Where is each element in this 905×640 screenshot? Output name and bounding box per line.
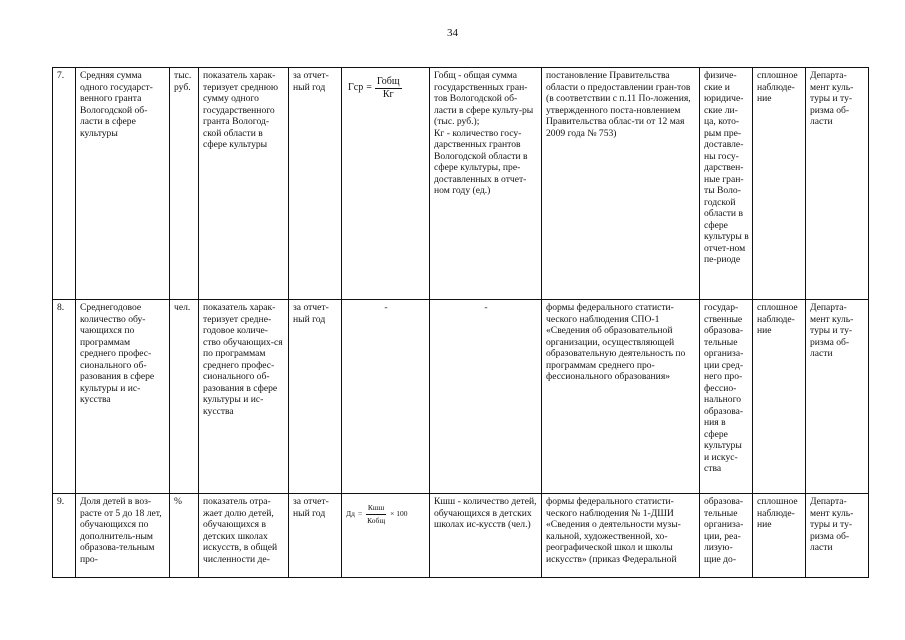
formula-lhs: Дд	[346, 509, 355, 519]
variables: Гобщ - общая сумма государственных гран-тов Вологодской об-ласти в сфере культу-ры (тыс. руб.); Кг - количество госу-дарственных грантов Вологодской области в сфере культуры, пре-доставленных в отчет-ном году (ед.)	[430, 68, 542, 300]
row-number: 8.	[53, 300, 76, 494]
formula	[348, 76, 426, 100]
unit: чел.	[170, 300, 199, 494]
period: за отчет-ный год	[289, 68, 342, 300]
indicators-table	[52, 67, 869, 578]
unit: %	[170, 494, 199, 578]
definition: показатель харак-теризует среднюю сумму одного государственного гранта Вологод-ской области в сфере культуры	[199, 68, 289, 300]
formula-eq: =	[366, 82, 372, 94]
definition: показатель отра-жает долю детей, обучающихся в детских школах искусств, в общей численности де-	[199, 494, 289, 578]
responsible: Департа-мент куль-туры и ту-ризма об-ласти	[806, 494, 869, 578]
formula-lhs: Гср	[348, 82, 364, 94]
source: формы федерального статисти-ческого наблюдения СПО-1 «Сведения об образовательной организации, осуществляющей образовательную деятельность по программам среднего про-фессионального образования»	[542, 300, 700, 494]
method: сплошное наблюде-ние	[753, 68, 806, 300]
source: постановление Правительства области о предоставлении гран-тов (в соответствии с п.11 По-ложения, утвержденного поста-новлением Правительства облас-ти от 12 мая 2009 года № 753)	[542, 68, 700, 300]
period: за отчет-ный год	[289, 300, 342, 494]
subject: физиче-ские и юридиче-ские ли-ца, кото-рым пре-доставле-ны госу-дарствен-ные гран-ты Воло-годской области в сфере культуры в отчет-ном пе-риоде	[700, 68, 753, 300]
formula-cell	[342, 494, 430, 578]
table-row	[53, 68, 869, 300]
formula-dash: -	[342, 300, 430, 494]
fraction	[365, 502, 387, 526]
unit: тыс. руб.	[170, 68, 199, 300]
formula	[346, 502, 426, 526]
page-number: 34	[447, 27, 458, 39]
formula-numerator: Гобщ	[376, 76, 400, 87]
formula-denominator: Кг	[382, 88, 394, 100]
formula-denominator: Кобщ	[367, 515, 386, 525]
subject: образова-тельные организа-ции, реа-лизую-щие до-	[700, 494, 753, 578]
subject: государ-ственные образова-тельные организа-ции сред-него про-фессио-нального образова-ния в сфере культуры и искус-ства	[700, 300, 753, 494]
definition: показатель харак-теризует средне-годовое количе-ство обучающих-ся по программам среднего профес-сионального об-разования в сфере культуры и ис-кусства	[199, 300, 289, 494]
indicator-name: Средняя сумма одного государст-венного гранта Вологодской об-ласти в сфере культуры	[76, 68, 170, 300]
variables-dash: -	[430, 300, 542, 494]
formula-suffix: × 100	[390, 509, 408, 519]
variables: Кшш - количество детей, обучающихся в детских школах ис-кусств (чел.)	[430, 494, 542, 578]
indicator-name: Среднегодовое количество обу-чающихся по программам среднего профес-сионального об-разования в сфере культуры и ис-кусства	[76, 300, 170, 494]
responsible: Департа-мент куль-туры и ту-ризма об-ласти	[806, 300, 869, 494]
indicator-name: Доля детей в воз-расте от 5 до 18 лет, обучающихся по дополнитель-ным образова-тельным про-	[76, 494, 170, 578]
method: сплошное наблюде-ние	[753, 300, 806, 494]
method: сплошное наблюде-ние	[753, 494, 806, 578]
fraction	[375, 76, 402, 100]
responsible: Департа-мент куль-туры и ту-ризма об-ласти	[806, 68, 869, 300]
formula-cell	[342, 68, 430, 300]
formula-eq: =	[357, 509, 363, 519]
source: формы федерального статисти-ческого наблюдения № 1-ДШИ «Сведения о деятельности музы-кальной, художественной, хо-реографической школ и школы искусств» (приказ Федеральной	[542, 494, 700, 578]
formula-numerator: Кшш	[366, 502, 387, 515]
period: за отчет-ный год	[289, 494, 342, 578]
row-number: 9.	[53, 494, 76, 578]
table-row	[53, 300, 869, 494]
table-row	[53, 494, 869, 578]
row-number: 7.	[53, 68, 76, 300]
